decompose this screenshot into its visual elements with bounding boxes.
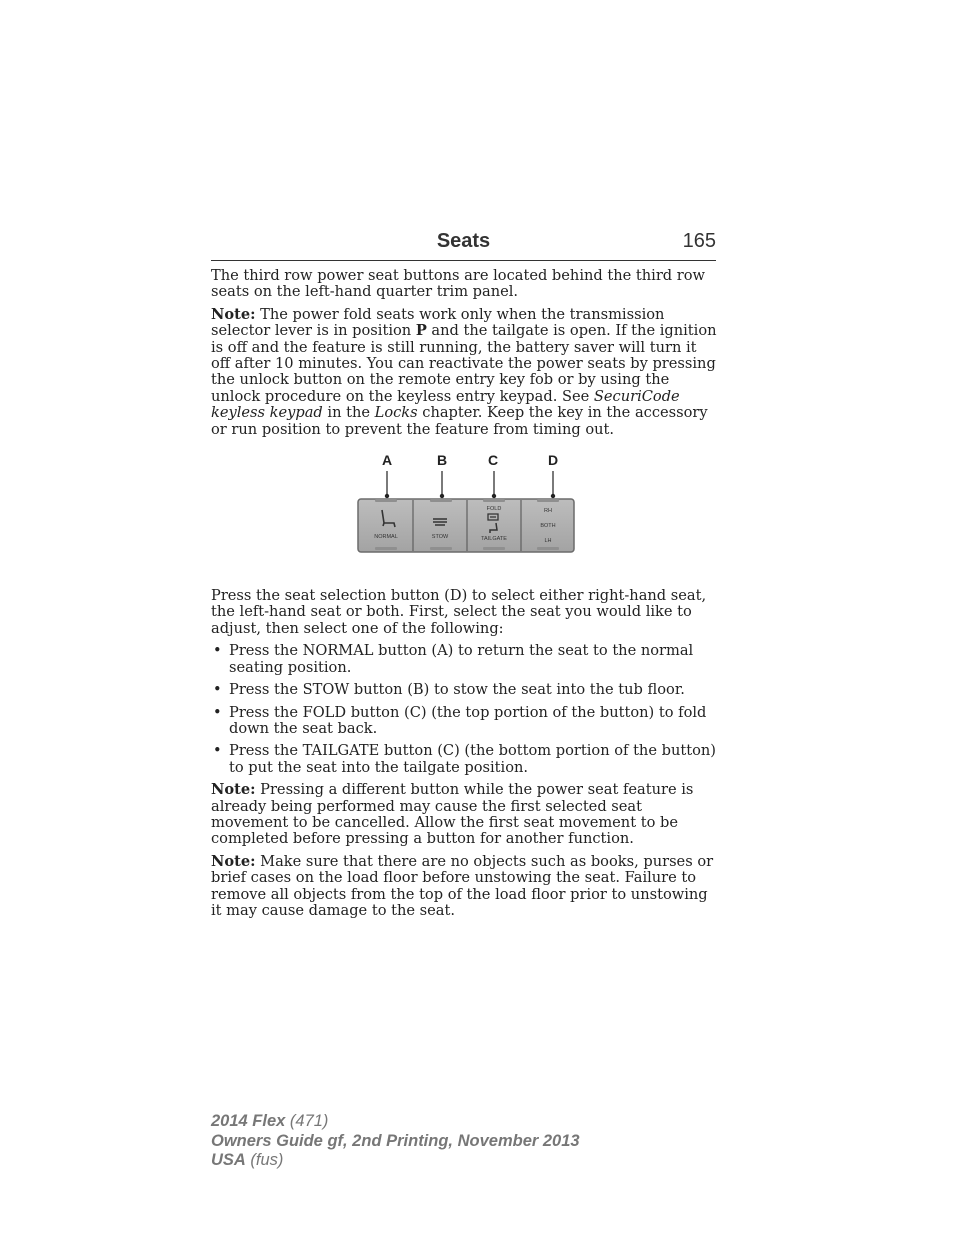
list-item: • Press the FOLD button (C) (the top portion of the button) to fold down the seat back. (211, 705, 717, 738)
note-different-button (211, 782, 717, 848)
fold-label: FOLD (486, 506, 502, 513)
note-power-fold (211, 307, 717, 438)
instruction-list (211, 643, 717, 776)
list-item: • Press the TAILGATE button (C) (the bottom portion of the button) to put the seat into the tailgate position. (211, 743, 717, 776)
callout-b: B (436, 452, 448, 469)
leader-lines (387, 471, 553, 496)
footer-market-code: (fus) (245, 1151, 284, 1169)
footer-market: USA (211, 1151, 246, 1169)
note-text: The power fold seats work only when the transmission selector lever is in position (211, 305, 665, 340)
note-text: Make sure that there are no objects such as books, purses or brief cases on the load floor before unstowing the seat. Failure to remove all objects from the top of the load floor prior to unstowing it may cause damage to the seat. (211, 852, 714, 919)
page-header (211, 228, 716, 261)
page-title: Seats (436, 230, 491, 252)
note-text: Pressing a different button while the power seat feature is already being performed may cause the first selected seat movement to be cancelled. Allow the first seat movement to be completed before pressing a button for another function. (211, 781, 694, 848)
note-label: Note: (211, 781, 256, 799)
callout-c: C (487, 452, 499, 469)
footer-model: 2014 Flex (211, 1112, 286, 1130)
reference-locks: Locks (374, 404, 418, 422)
reference-keypad: SecuriCode keyless keypad (211, 387, 680, 422)
intro-paragraph: The third row power seat buttons are located behind the third row seats on the left-hand quarter trim panel. (211, 267, 706, 301)
lh-label: LH (544, 538, 552, 545)
list-item: • Press the NORMAL button (A) to return the seat to the normal seating position. (211, 643, 717, 676)
footer-line-printing: Owners Guide gf, 2nd Printing, November 2013 (211, 1131, 580, 1150)
callout-a: A (381, 452, 393, 469)
note-text: and the tailgate is open. If the ignition is off and the feature is still running, the battery saver will turn it off after 10 minutes. You can reactivate the power seats by pressing the unlock button on the remote entry key fob or by using the unlock procedure on the keyless entry keypad. See (211, 322, 717, 405)
footer-model-code: (471) (285, 1112, 329, 1130)
note-load-floor (211, 854, 717, 920)
seat-button-illustration (211, 444, 717, 576)
gear-position: P (415, 322, 427, 340)
page-number: 165 (682, 230, 716, 252)
normal-label: NORMAL (374, 534, 398, 541)
list-item: • Press the STOW button (B) to stow the seat into the tub floor. (211, 682, 717, 698)
note-label: Note: (211, 852, 256, 870)
note-text: in the (322, 404, 375, 422)
seat-button-figure (211, 444, 717, 576)
tailgate-label: TAILGATE (481, 536, 507, 543)
note-text: chapter. Keep the key in the accessory or run position to prevent the feature from timing out. (211, 404, 708, 438)
page-footer (211, 1112, 580, 1171)
both-label: BOTH (540, 523, 556, 530)
footer-line-market (211, 1151, 580, 1171)
stow-label: STOW (431, 534, 449, 541)
page-content (211, 268, 717, 925)
callout-d: D (547, 452, 559, 469)
footer-line-model (211, 1112, 580, 1132)
note-label: Note: (211, 305, 256, 323)
selection-paragraph: Press the seat selection button (D) to select either right-hand seat, the left-hand seat or both. First, select the seat you would like to adjust, then select one of the following: (211, 587, 707, 637)
rh-label: RH (544, 508, 552, 515)
